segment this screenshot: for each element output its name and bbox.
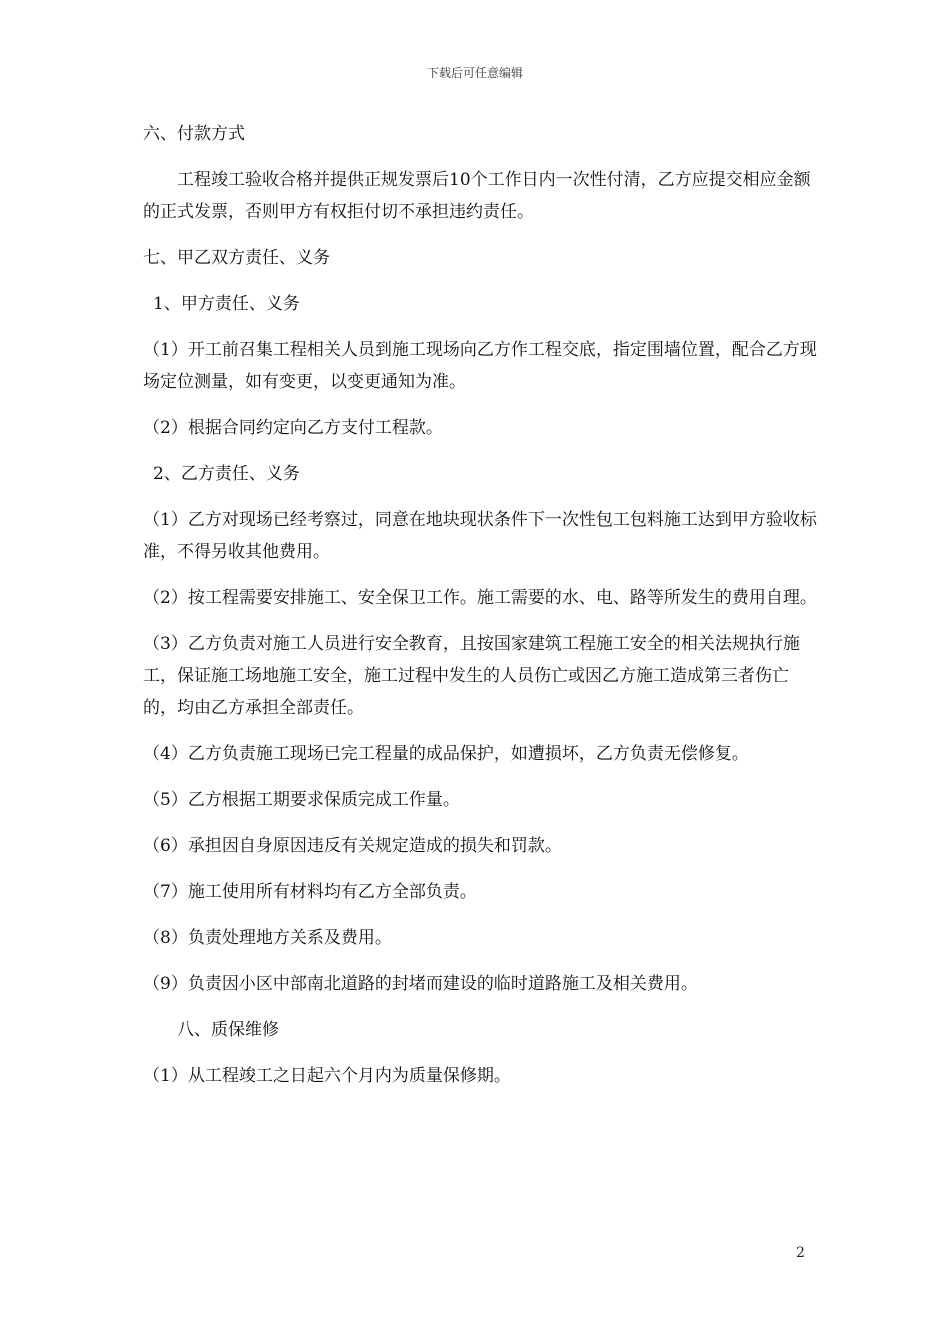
- subheading-party-b: 2、乙方责任、义务: [153, 464, 300, 484]
- document-body: [143, 118, 819, 1106]
- party-b-item-7: （7）施工使用所有材料均有乙方全部负责。: [143, 882, 477, 902]
- party-b-item-5: （5）乙方根据工期要求保质完成工作量。: [143, 790, 460, 810]
- party-b-item-8: （8）负责处理地方关系及费用。: [143, 928, 392, 948]
- subheading-party-a: 1、甲方责任、义务: [153, 294, 300, 314]
- section-heading-responsibilities: 七、甲乙双方责任、义务: [143, 248, 330, 268]
- warranty-item-1: （1）从工程竣工之日起六个月内为质量保修期。: [143, 1066, 511, 1086]
- party-b-item-1: （1）乙方对现场已经考察过，同意在地块现状条件下一次性包工包料施工达到甲方验收标准，不得另收其他费用。: [143, 510, 817, 562]
- party-b-item-6: （6）承担因自身原因违反有关规定造成的损失和罚款。: [143, 836, 562, 856]
- section-heading-payment: 六、付款方式: [143, 124, 245, 144]
- party-b-item-3: （3）乙方负责对施工人员进行安全教育，且按国家建筑工程施工安全的相关法规执行施工，保证施工场地施工安全，施工过程中发生的人员伤亡或因乙方施工造成第三者伤亡的，均由乙方承担全部责任。: [143, 634, 800, 718]
- party-b-item-2: （2）按工程需要安排施工、安全保卫工作。施工需要的水、电、路等所发生的费用自理。: [143, 588, 817, 608]
- payment-paragraph: 工程竣工验收合格并提供正规发票后10个工作日内一次性付清，乙方应提交相应金额的正式发票，否则甲方有权拒付切不承担违约责任。: [143, 170, 811, 222]
- page-header: 下载后可任意编辑: [426, 66, 523, 80]
- party-a-item-1: （1）开工前召集工程相关人员到施工现场向乙方作工程交底，指定围墙位置，配合乙方现场定位测量，如有变更，以变更通知为准。: [143, 340, 817, 392]
- party-a-item-2: （2）根据合同约定向乙方支付工程款。: [143, 418, 443, 438]
- section-heading-warranty: 八、质保维修: [177, 1020, 279, 1040]
- party-b-item-4: （4）乙方负责施工现场已完工程量的成品保护，如遭损坏，乙方负责无偿修复。: [143, 744, 749, 764]
- party-b-item-9: （9）负责因小区中部南北道路的封堵而建设的临时道路施工及相关费用。: [143, 974, 698, 994]
- page-number: 2: [796, 1245, 805, 1261]
